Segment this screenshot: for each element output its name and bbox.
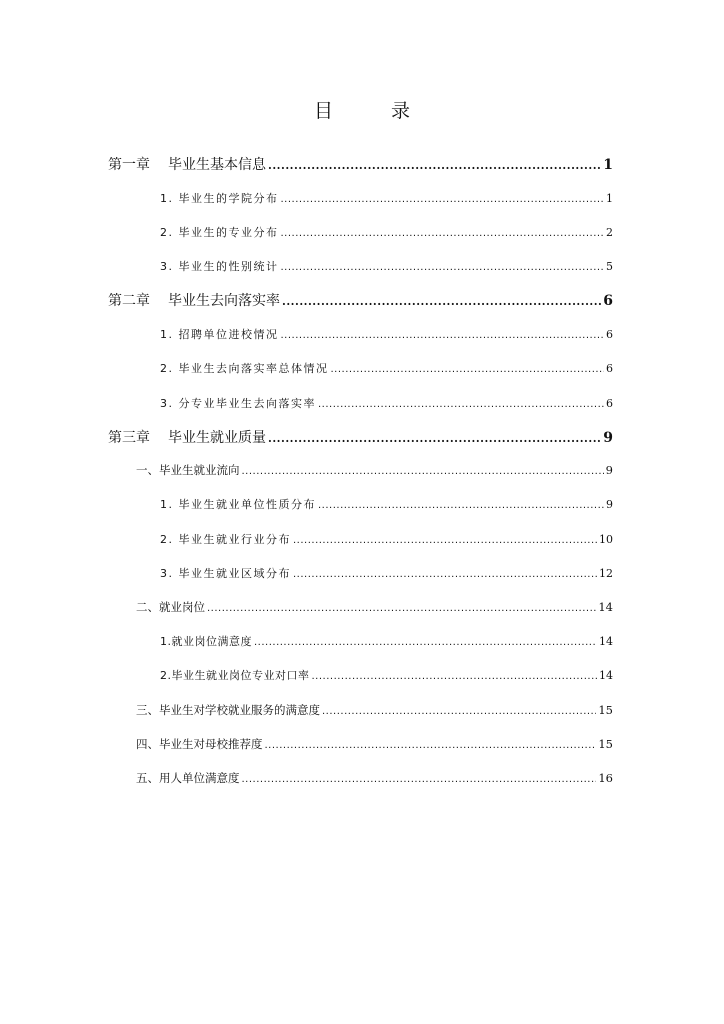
page-number: 9 bbox=[605, 463, 613, 477]
toc-section[interactable] bbox=[136, 736, 613, 752]
toc-section-label: 四、毕业生对母校推荐度 bbox=[136, 737, 263, 751]
page-number: 2 bbox=[606, 226, 613, 239]
toc-chapter-2[interactable] bbox=[108, 290, 613, 310]
leader-dots bbox=[242, 773, 597, 785]
chapter-label bbox=[108, 427, 266, 447]
leader-dots bbox=[281, 193, 605, 205]
leader-dots bbox=[282, 294, 601, 308]
toc-item-label: 1.就业岗位满意度 bbox=[160, 635, 252, 648]
toc-item-label: 2. 毕业生就业行业分布 bbox=[160, 533, 291, 546]
leader-dots bbox=[242, 465, 604, 477]
toc-item[interactable] bbox=[160, 496, 613, 512]
page-number: 1 bbox=[606, 192, 613, 205]
page-number: 9 bbox=[606, 498, 613, 511]
page-number: 15 bbox=[598, 703, 613, 717]
toc-section[interactable] bbox=[136, 770, 613, 786]
toc-item-label: 2.毕业生就业岗位专业对口率 bbox=[160, 669, 310, 682]
toc-item-label: 3. 毕业生就业区域分布 bbox=[160, 567, 291, 580]
leader-dots bbox=[331, 363, 605, 375]
toc-chapter-1[interactable] bbox=[108, 154, 613, 174]
leader-dots bbox=[318, 499, 604, 511]
leader-dots bbox=[254, 636, 597, 648]
toc-item[interactable] bbox=[160, 224, 613, 240]
toc-item-label: 3. 分专业毕业生去向落实率 bbox=[160, 397, 316, 410]
leader-dots bbox=[268, 431, 601, 445]
page-number: 12 bbox=[599, 567, 613, 580]
leader-dots bbox=[281, 261, 605, 273]
page-number: 14 bbox=[599, 669, 613, 682]
page-number: 6 bbox=[606, 362, 613, 375]
toc-item-label: 1. 毕业生就业单位性质分布 bbox=[160, 498, 316, 511]
page-number: 15 bbox=[598, 737, 613, 751]
leader-dots bbox=[281, 329, 605, 341]
toc-section-label: 五、用人单位满意度 bbox=[136, 771, 240, 785]
page-number: 16 bbox=[598, 771, 613, 785]
page-number: 5 bbox=[606, 260, 613, 273]
toc-section[interactable] bbox=[136, 702, 613, 718]
toc-item[interactable] bbox=[160, 258, 613, 274]
leader-dots bbox=[265, 739, 597, 751]
leader-dots bbox=[322, 705, 596, 717]
page-number: 1 bbox=[603, 157, 613, 173]
page-number: 10 bbox=[599, 533, 613, 546]
toc-item[interactable] bbox=[160, 633, 613, 649]
chapter-title: 毕业生基本信息 bbox=[168, 157, 266, 173]
page-number: 6 bbox=[606, 328, 613, 341]
toc-item[interactable] bbox=[160, 531, 613, 547]
leader-dots bbox=[207, 602, 596, 614]
chapter-title: 毕业生就业质量 bbox=[168, 430, 266, 446]
chapter-number: 第二章 bbox=[108, 293, 150, 309]
toc-section-label: 一、毕业生就业流向 bbox=[136, 463, 240, 477]
toc-item[interactable] bbox=[160, 190, 613, 206]
toc-section[interactable] bbox=[136, 599, 613, 615]
chapter-label bbox=[108, 290, 280, 310]
toc-item[interactable] bbox=[160, 565, 613, 581]
leader-dots bbox=[293, 568, 597, 580]
page-number: 9 bbox=[603, 430, 613, 446]
leader-dots bbox=[318, 398, 604, 410]
toc-item-label: 2. 毕业生的专业分布 bbox=[160, 226, 279, 239]
chapter-title: 毕业生去向落实率 bbox=[168, 293, 280, 309]
leader-dots bbox=[293, 534, 597, 546]
page-number: 14 bbox=[599, 635, 613, 648]
toc-item-label: 1. 毕业生的学院分布 bbox=[160, 192, 279, 205]
leader-dots bbox=[312, 670, 598, 682]
toc-title: 目 录 bbox=[313, 100, 437, 122]
toc-item[interactable] bbox=[160, 667, 613, 683]
toc-item-label: 3. 毕业生的性别统计 bbox=[160, 260, 279, 273]
leader-dots bbox=[268, 158, 601, 172]
chapter-label bbox=[108, 154, 266, 174]
page-number: 6 bbox=[606, 397, 613, 410]
toc-item-label: 1. 招聘单位进校情况 bbox=[160, 328, 279, 341]
leader-dots bbox=[281, 227, 605, 239]
toc-section-label: 三、毕业生对学校就业服务的满意度 bbox=[136, 703, 320, 717]
page-number: 14 bbox=[598, 600, 613, 614]
toc-item-label: 2. 毕业生去向落实率总体情况 bbox=[160, 362, 329, 375]
toc-section-label: 二、就业岗位 bbox=[136, 600, 205, 614]
chapter-number: 第一章 bbox=[108, 157, 150, 173]
toc-item[interactable] bbox=[160, 360, 613, 376]
toc-item[interactable] bbox=[160, 326, 613, 342]
chapter-number: 第三章 bbox=[108, 430, 150, 446]
page-number: 6 bbox=[603, 293, 613, 309]
toc-chapter-3[interactable] bbox=[108, 427, 613, 447]
toc-item[interactable] bbox=[160, 395, 613, 411]
toc-section[interactable] bbox=[136, 462, 613, 478]
